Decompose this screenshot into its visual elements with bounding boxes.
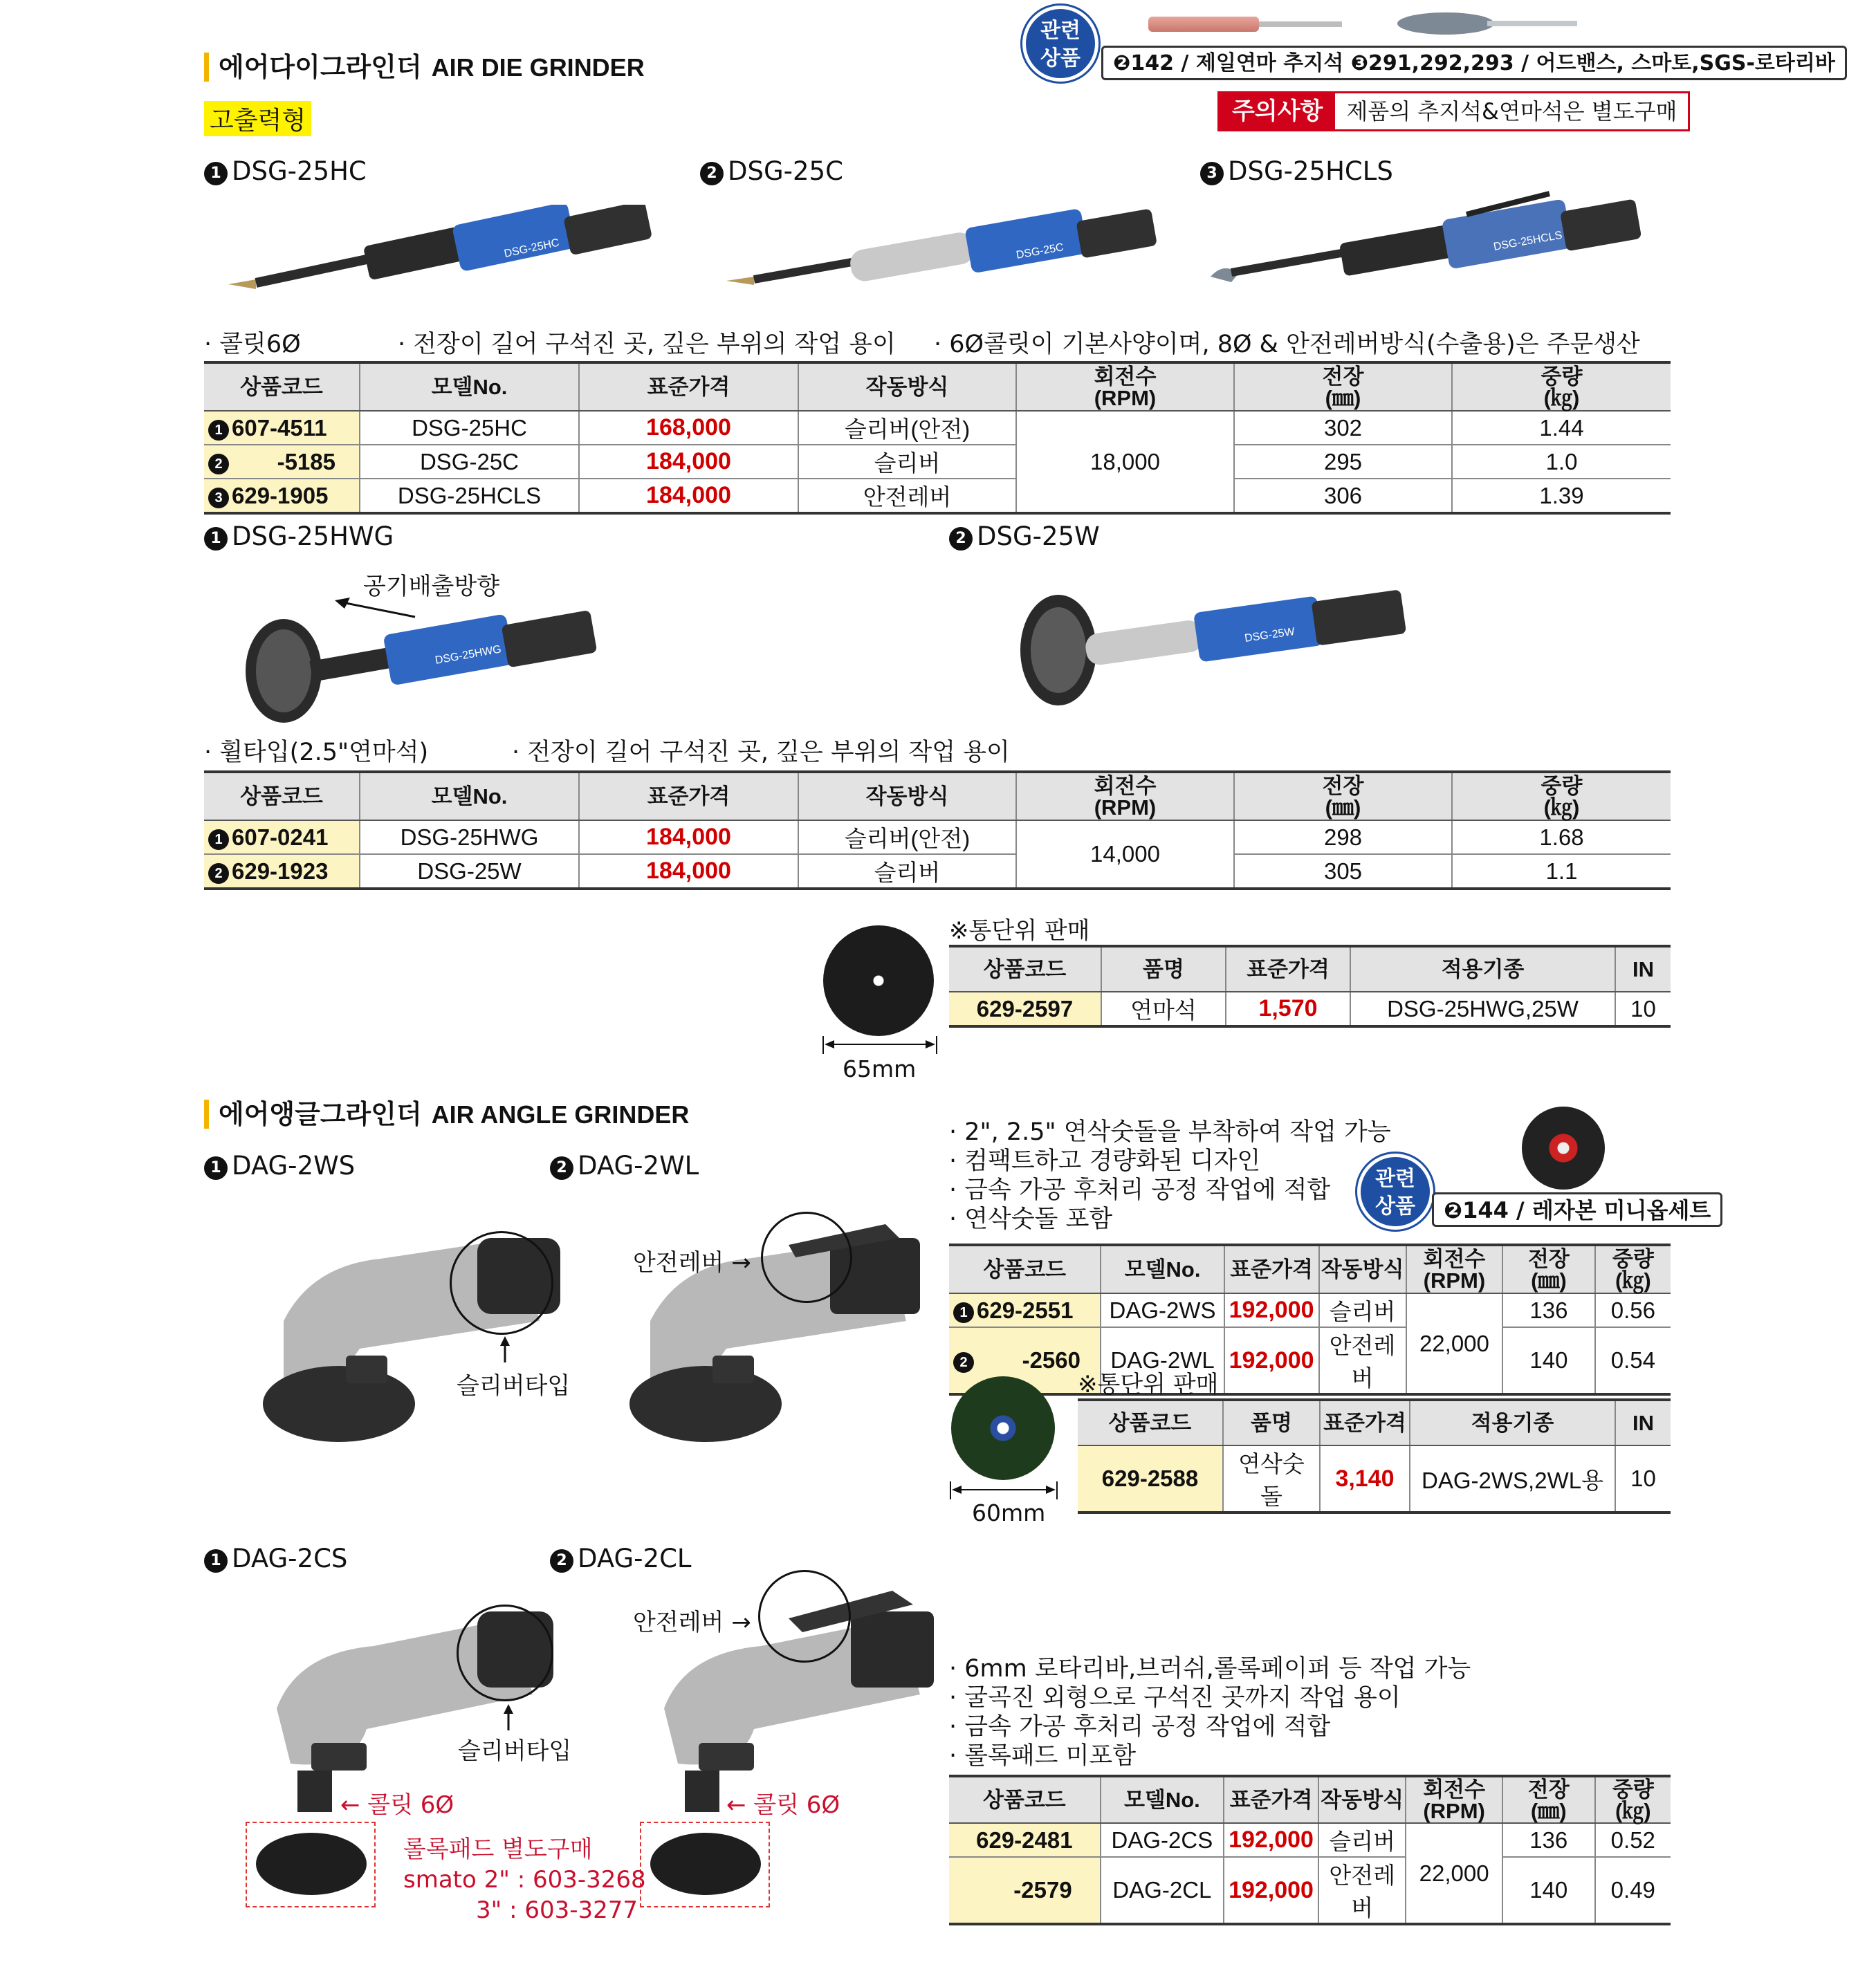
table-row	[949, 1823, 1671, 1857]
product-code: 3 629-1905	[204, 479, 360, 513]
sleeve-type-label-1: 슬리버타입	[457, 1372, 571, 1400]
sleeve-arrow	[498, 1335, 512, 1362]
related-badge-2: 관련 상품	[1357, 1154, 1433, 1230]
table-row	[204, 854, 1671, 889]
length: 302	[1234, 411, 1452, 445]
price: 192,000	[1224, 1823, 1318, 1857]
operation: 슬리버	[798, 445, 1016, 479]
header-price: 표준가격	[1224, 1776, 1318, 1823]
applicable-model: DSG-25HWG,25W	[1350, 992, 1615, 1026]
length: 306	[1234, 479, 1452, 513]
pad-note-title: 롤록패드 별도구매	[403, 1836, 593, 1863]
angle-note: · 금속 가공 후처리 공정 작업에 적합	[949, 1713, 1331, 1741]
safety-lever-label-2: 안전레버 →	[633, 1609, 751, 1636]
table-row	[204, 479, 1671, 513]
length: 295	[1234, 445, 1452, 479]
dsg-25hc-image-label: DSG-25HC	[503, 237, 560, 260]
die-spec-table-2	[204, 770, 1671, 890]
die-note-3: · 6Ø콜릿이 기본사양이며, 8Ø & 안전레버방식(수출용)은 주문생산	[934, 331, 1640, 358]
table-row	[204, 411, 1671, 445]
dsg-25hcls-image	[1204, 187, 1646, 304]
die-section-title: 에어다이그라인더 AIR DIE GRINDER	[204, 46, 645, 84]
header-operation: 작동방식	[798, 362, 1016, 411]
header-in: IN	[1615, 946, 1671, 992]
disc-table-1	[949, 945, 1671, 1028]
table-row	[204, 820, 1671, 854]
header-price: 표준가격	[1226, 946, 1350, 992]
high-power-tag: 고출력형	[204, 101, 311, 136]
angle-note: · 롤록패드 미포함	[949, 1742, 1137, 1770]
header-name: 품명	[1223, 1400, 1320, 1445]
header-price: 표준가격	[579, 362, 798, 411]
sleeve-highlight-circle-2	[457, 1605, 553, 1701]
header-price: 표준가격	[579, 772, 798, 820]
header-rpm: 회전수 (RPM)	[1406, 1245, 1502, 1293]
angle-spec-table-2	[949, 1775, 1671, 1925]
weight: 1.68	[1452, 820, 1671, 854]
angle-note: · 굴곡진 외형으로 구석진 곳까지 작업 용이	[949, 1684, 1401, 1712]
price: 184,000	[579, 820, 798, 854]
price: 192,000	[1224, 1293, 1319, 1327]
price: 168,000	[579, 411, 798, 445]
product-code: 2 -5185	[204, 445, 360, 479]
angle-note: · 2", 2.5" 연삭숫돌을 부착하여 작업 가능	[949, 1118, 1391, 1146]
operation: 안전레버	[1318, 1857, 1406, 1924]
disc-size-60: 60mm	[972, 1499, 1046, 1526]
weight: 1.39	[1452, 479, 1671, 513]
operation: 슬리버(안전)	[798, 411, 1016, 445]
table-row	[949, 1293, 1671, 1327]
model-label-2: 2 DSG-25C	[700, 156, 843, 186]
operation: 안전레버	[798, 479, 1016, 513]
table-row	[949, 1327, 1671, 1394]
rpm: 14,000	[1016, 820, 1234, 889]
weight: 1.44	[1452, 411, 1671, 445]
pad-note-3inch: 3" : 603-3277	[476, 1896, 638, 1924]
dsg-25hwg-image-label: DSG-25HWG	[434, 643, 503, 667]
related-item-2: ❷144 / 레자본 미니옵세트	[1432, 1192, 1722, 1227]
collet-label-1: ← 콜릿 6Ø	[340, 1791, 454, 1819]
safety-lever-label-1: 안전레버 →	[633, 1249, 751, 1277]
model-label-3: 3 DSG-25HCLS	[1200, 156, 1393, 186]
model-label-2cl: 2 DAG-2CL	[550, 1544, 692, 1573]
header-code: 상품코드	[949, 1776, 1101, 1823]
related-items: ❷142 / 제일연마 추지석 ❸291,292,293 / 어드밴스, 스마토,SGS-로타리바	[1101, 46, 1847, 80]
header-model: 모델No.	[1101, 1776, 1224, 1823]
grindstone-image	[1148, 17, 1259, 32]
caution-label: 주의사항	[1220, 93, 1335, 129]
model-label-2ws: 1 DAG-2WS	[204, 1151, 355, 1181]
header-rpm: 회전수 (RPM)	[1016, 362, 1234, 411]
rpm: 22,000	[1406, 1823, 1502, 1924]
die-note-1: · 콜릿6Ø	[204, 331, 301, 358]
angle-section-title: 에어앵글그라인더 AIR ANGLE GRINDER	[204, 1093, 689, 1131]
die-note-2: · 전장이 길어 구석진 곳, 깊은 부위의 작업 용이	[398, 331, 896, 358]
model-no: DSG-25HC	[360, 411, 579, 445]
dsg-25w-image	[1010, 574, 1425, 712]
header-code: 상품코드	[949, 1245, 1101, 1293]
price: 184,000	[579, 445, 798, 479]
item-name: 연마석	[1101, 992, 1226, 1026]
dsg-25c-image	[726, 205, 1169, 308]
header-code: 상품코드	[204, 362, 360, 411]
model-no: DSG-25HCLS	[360, 479, 579, 513]
header-operation: 작동방식	[1318, 1776, 1406, 1823]
length: 305	[1234, 854, 1452, 889]
weight: 1.1	[1452, 854, 1671, 889]
related-badge: 관련 상품	[1022, 6, 1098, 82]
model-label-2cs: 1 DAG-2CS	[204, 1544, 347, 1573]
rotary-bar-image	[1397, 10, 1577, 37]
roloc-pad-image-1	[256, 1833, 367, 1895]
angle-notes-1	[949, 1118, 1391, 1234]
die-note-5: · 전장이 길어 구석진 곳, 깊은 부위의 작업 용이	[512, 739, 1010, 766]
in-qty: 10	[1615, 1445, 1671, 1513]
unit-sale-note-1: ※통단위 판매	[949, 917, 1090, 945]
angle-note: · 연삭숫돌 포함	[949, 1205, 1113, 1233]
weight: 1.0	[1452, 445, 1671, 479]
die-note-4: · 휠타입(2.5"연마석)	[204, 739, 429, 766]
grindstone-shaft	[1259, 21, 1342, 27]
header-weight: 중량 (㎏)	[1452, 772, 1671, 820]
rpm: 18,000	[1016, 411, 1234, 513]
angle-spec-table-1	[949, 1244, 1671, 1396]
header-code: 상품코드	[204, 772, 360, 820]
price: 192,000	[1224, 1327, 1319, 1394]
header-weight: 중량 (㎏)	[1452, 362, 1671, 411]
header-price: 표준가격	[1224, 1245, 1319, 1293]
roloc-pad-image-2	[650, 1833, 761, 1895]
weight: 0.54	[1595, 1327, 1671, 1394]
sleeve-arrow-2	[502, 1703, 515, 1730]
model-label-w: 2 DSG-25W	[949, 521, 1100, 551]
product-code: 629-2588	[1078, 1445, 1223, 1513]
pad-note-2inch: smato 2" : 603-3268	[403, 1866, 646, 1894]
disc-table-2	[1078, 1398, 1671, 1514]
header-name: 품명	[1101, 946, 1226, 992]
in-qty: 10	[1615, 992, 1671, 1026]
operation: 슬리버	[1319, 1293, 1406, 1327]
header-weight: 중량 (㎏)	[1595, 1245, 1671, 1293]
disc-size-65: 65mm	[843, 1055, 917, 1082]
price: 1,570	[1226, 992, 1350, 1026]
unit-sale-note-2: ※통단위 판매	[1078, 1371, 1219, 1398]
header-code: 상품코드	[949, 946, 1101, 992]
header-in: IN	[1615, 1400, 1671, 1445]
table-row	[949, 1857, 1671, 1924]
product-code: 2 629-1923	[204, 854, 360, 889]
lever-highlight-circle-2	[758, 1570, 851, 1663]
operation: 슬리버(안전)	[798, 820, 1016, 854]
dsg-25hcls-image-label: DSG-25HCLS	[1492, 229, 1563, 253]
product-code: 1 607-0241	[204, 820, 360, 854]
header-model: 모델No.	[1101, 1245, 1224, 1293]
item-name: 연삭숫돌	[1223, 1445, 1320, 1513]
model-label-2wl: 2 DAG-2WL	[550, 1151, 699, 1181]
angle-note: · 컴팩트하고 경량화된 디자인	[949, 1147, 1261, 1175]
header-rpm: 회전수 (RPM)	[1016, 772, 1234, 820]
sleeve-type-label-2: 슬리버타입	[458, 1737, 572, 1765]
product-code: 1 629-2551	[949, 1293, 1101, 1327]
model-no: DAG-2WS	[1101, 1293, 1224, 1327]
model-no: DSG-25HWG	[360, 820, 579, 854]
header-model: 모델No.	[360, 362, 579, 411]
product-code: 1 607-4511	[204, 411, 360, 445]
weight: 0.52	[1595, 1823, 1671, 1857]
dsg-25hc-image	[228, 205, 671, 308]
operation: 안전레버	[1319, 1327, 1406, 1394]
dsg-25w-image-label: DSG-25W	[1244, 625, 1296, 645]
model-label-hwg: 1 DSG-25HWG	[204, 521, 394, 551]
price: 184,000	[579, 854, 798, 889]
header-model: 모델No.	[360, 772, 579, 820]
rpm: 22,000	[1406, 1293, 1502, 1394]
applicable-model: DAG-2WS,2WL용	[1410, 1445, 1615, 1513]
product-code: 629-2597	[949, 992, 1101, 1026]
header-rpm: 회전수 (RPM)	[1406, 1776, 1502, 1823]
header-price: 표준가격	[1320, 1400, 1410, 1445]
lever-highlight-circle	[761, 1212, 852, 1303]
header-length: 전장 (㎜)	[1502, 1245, 1595, 1293]
dsg-25c-image-label: DSG-25C	[1015, 241, 1065, 261]
price: 192,000	[1224, 1857, 1318, 1924]
model-label-1: 1 DSG-25HC	[204, 156, 367, 186]
grinding-disc-60-image	[951, 1376, 1055, 1480]
header-fit: 적용기종	[1410, 1400, 1615, 1445]
price: 3,140	[1320, 1445, 1410, 1513]
angle-note: · 6mm 로타리바,브러쉬,롤록페이퍼 등 작업 가능	[949, 1655, 1471, 1683]
angle-note: · 금속 가공 후처리 공정 작업에 적합	[949, 1176, 1331, 1204]
length: 298	[1234, 820, 1452, 854]
header-operation: 작동방식	[798, 772, 1016, 820]
collet-label-2: ← 콜릿 6Ø	[726, 1791, 840, 1819]
table-row	[949, 992, 1671, 1026]
table-row	[1078, 1445, 1671, 1513]
product-code: -2579	[949, 1857, 1101, 1924]
header-length: 전장 (㎜)	[1502, 1776, 1595, 1823]
operation: 슬리버	[1318, 1823, 1406, 1857]
header-length: 전장 (㎜)	[1234, 772, 1452, 820]
length: 136	[1502, 1293, 1595, 1327]
length: 140	[1502, 1327, 1595, 1394]
model-no: DSG-25W	[360, 854, 579, 889]
pad-purchase-note	[403, 1834, 646, 1925]
angle-notes-2	[949, 1654, 1471, 1771]
model-no: DSG-25C	[360, 445, 579, 479]
caution-box	[1217, 91, 1690, 131]
price: 184,000	[579, 479, 798, 513]
header-code: 상품코드	[1078, 1400, 1223, 1445]
operation: 슬리버	[798, 854, 1016, 889]
sleeve-highlight-circle	[450, 1231, 553, 1335]
header-operation: 작동방식	[1319, 1245, 1406, 1293]
dsg-25hwg-image	[228, 595, 671, 726]
header-fit: 적용기종	[1350, 946, 1615, 992]
caution-text: 제품의 추지석&연마석은 별도구매	[1346, 98, 1677, 124]
length: 140	[1502, 1857, 1595, 1924]
flap-disc-image	[1522, 1107, 1605, 1190]
product-code: 629-2481	[949, 1823, 1101, 1857]
model-no: DAG-2CS	[1101, 1823, 1224, 1857]
air-exhaust-label: 공기배출방향	[363, 573, 500, 600]
dimension-arrow-65	[820, 1029, 939, 1057]
header-length: 전장 (㎜)	[1234, 362, 1452, 411]
die-spec-table-1	[204, 361, 1671, 515]
model-no: DAG-2CL	[1101, 1857, 1224, 1924]
length: 136	[1502, 1823, 1595, 1857]
weight: 0.49	[1595, 1857, 1671, 1924]
model-no: DAG-2WL	[1101, 1327, 1224, 1394]
grinding-wheel-65-image	[823, 925, 934, 1036]
header-weight: 중량 (㎏)	[1595, 1776, 1671, 1823]
product-code: 2 -2560	[949, 1327, 1101, 1394]
weight: 0.56	[1595, 1293, 1671, 1327]
table-row	[204, 445, 1671, 479]
